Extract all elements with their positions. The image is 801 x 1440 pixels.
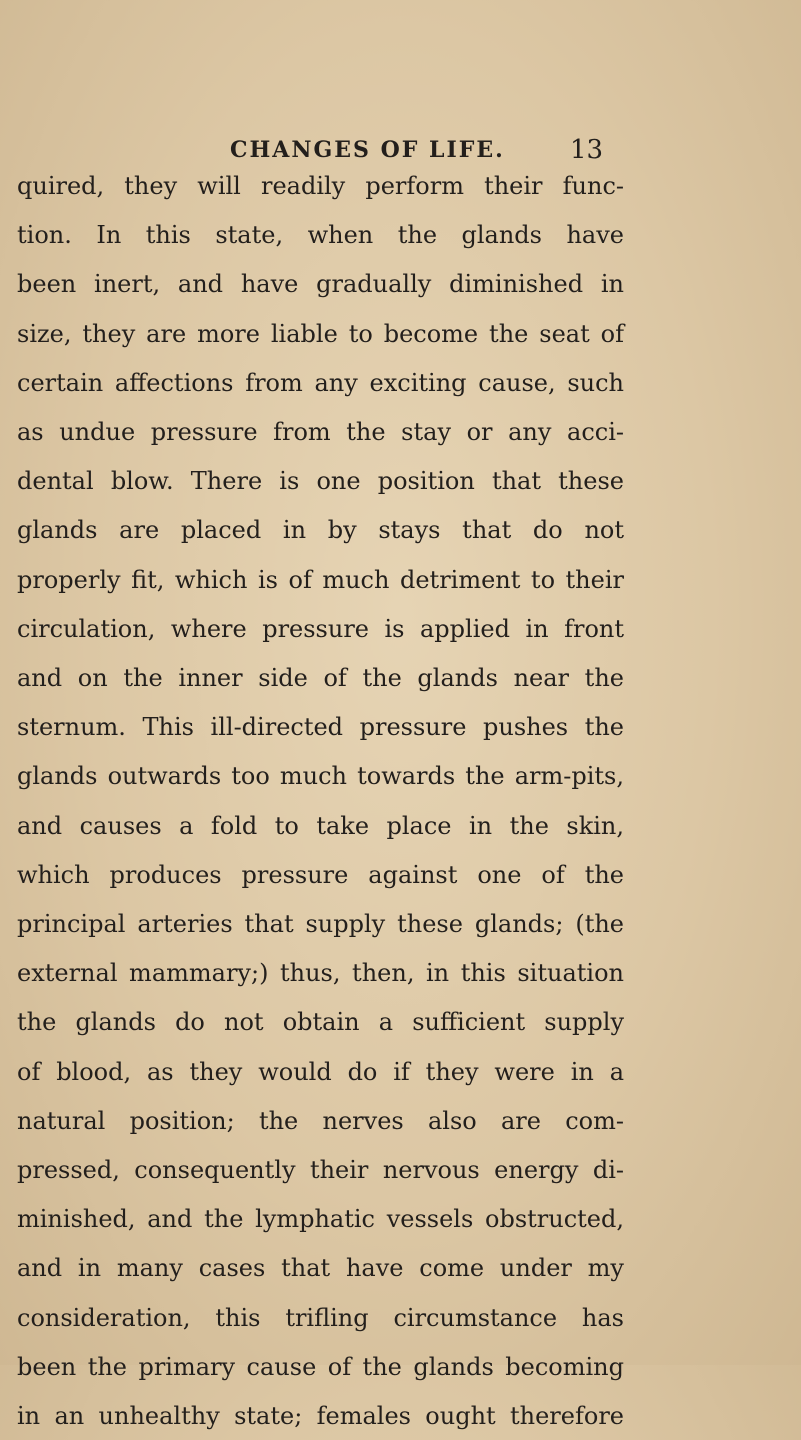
text-line: glands are placed in by stays that do not bbox=[17, 516, 624, 544]
text-line: size, they are more liable to become the seat of bbox=[17, 320, 624, 348]
text-line: sternum. This ill-directed pressure pushes the bbox=[17, 713, 624, 741]
text-line: circulation, where pressure is applied in front bbox=[17, 615, 624, 643]
text-line: certain affections from any exciting cause, such bbox=[17, 369, 624, 397]
running-title: CHANGES OF LIFE. bbox=[230, 137, 505, 163]
page-number: 13 bbox=[570, 135, 604, 165]
text-line: and in many cases that have come under my bbox=[17, 1254, 624, 1282]
text-line: external mammary;) thus, then, in this situation bbox=[17, 959, 624, 987]
text-line: tion. In this state, when the glands have bbox=[17, 221, 624, 249]
text-line: and causes a fold to take place in the skin, bbox=[17, 812, 624, 840]
text-line: of blood, as they would do if they were in a bbox=[17, 1058, 624, 1086]
text-line: consideration, this trifling circumstance has bbox=[17, 1304, 624, 1332]
text-line: glands outwards too much towards the arm-pits, bbox=[17, 762, 624, 790]
text-line: been inert, and have gradually diminished in bbox=[17, 270, 624, 298]
text-line: the glands do not obtain a sufficient supply bbox=[17, 1008, 624, 1036]
text-line: pressed, consequently their nervous energy di- bbox=[17, 1156, 624, 1184]
text-line: in an unhealthy state; females ought therefore bbox=[17, 1402, 624, 1430]
text-line: minished, and the lymphatic vessels obstructed, bbox=[17, 1205, 624, 1233]
text-line: which produces pressure against one of the bbox=[17, 861, 624, 889]
text-line: as undue pressure from the stay or any acci- bbox=[17, 418, 624, 446]
text-line: and on the inner side of the glands near the bbox=[17, 664, 624, 692]
text-line: dental blow. There is one position that these bbox=[17, 467, 624, 495]
text-line: principal arteries that supply these glands; (the bbox=[17, 910, 624, 938]
text-line: quired, they will readily perform their func- bbox=[17, 172, 624, 200]
text-line: natural position; the nerves also are com- bbox=[17, 1107, 624, 1135]
text-line: been the primary cause of the glands becoming bbox=[17, 1353, 624, 1381]
text-line: properly fit, which is of much detriment to their bbox=[17, 566, 624, 594]
